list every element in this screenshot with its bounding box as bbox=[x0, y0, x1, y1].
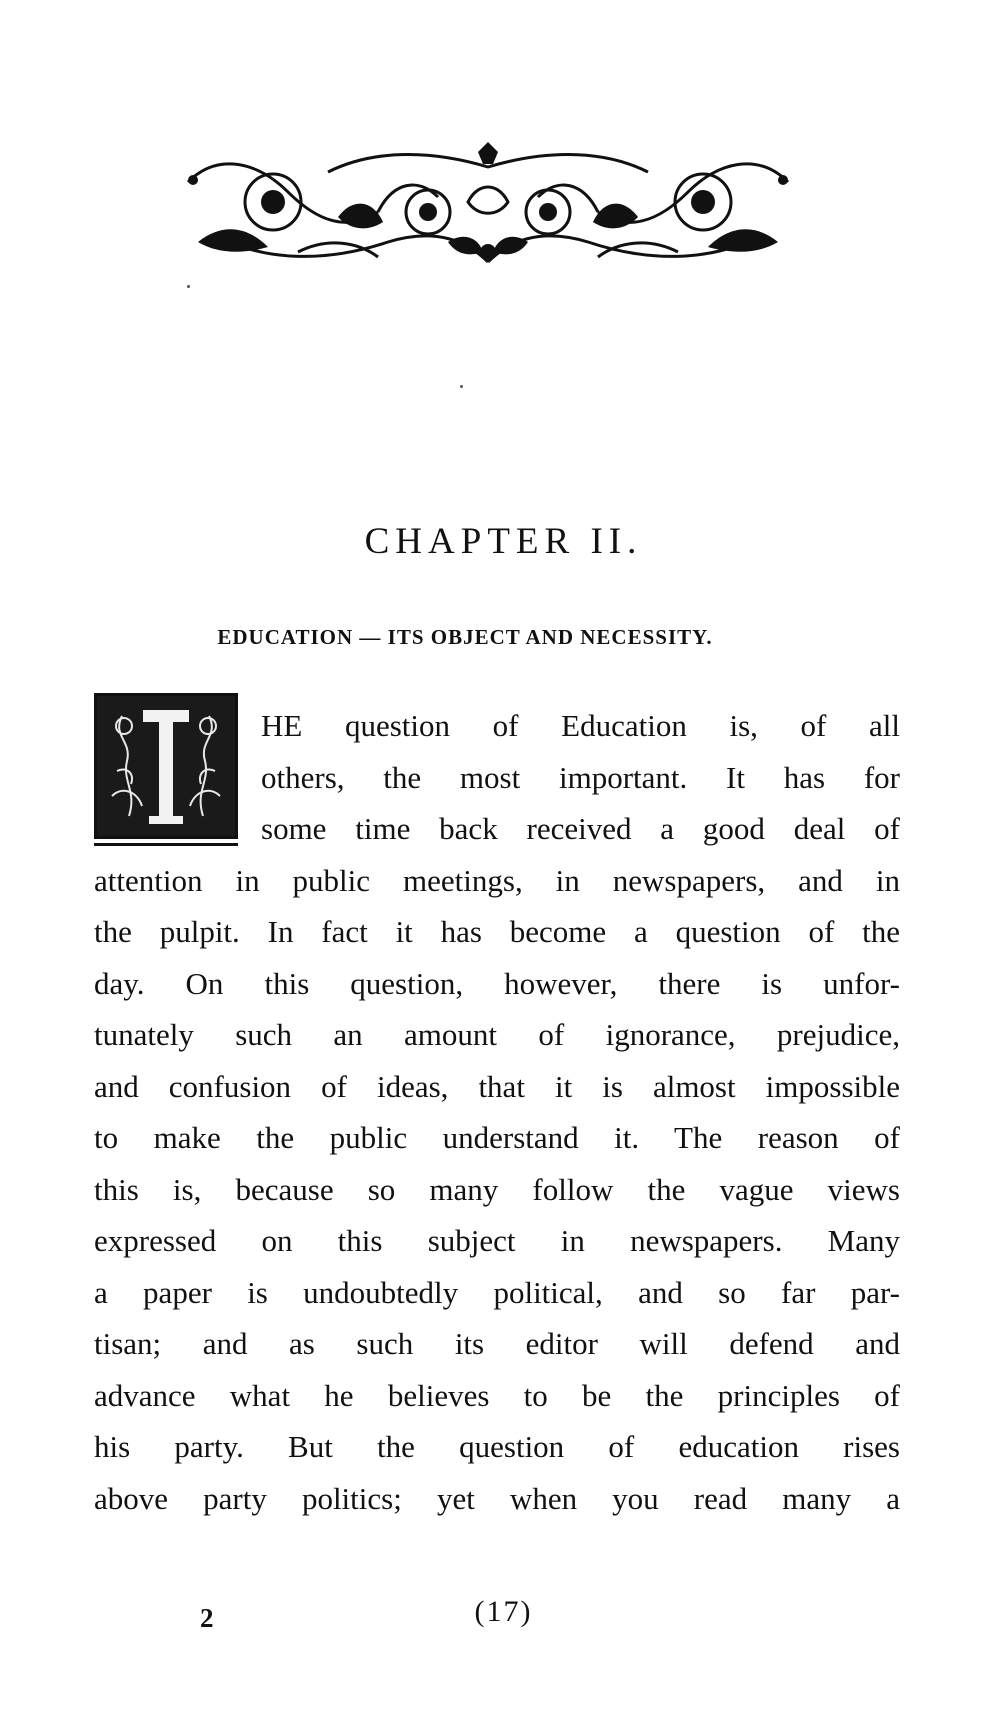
paragraph-line: and confusion of ideas, that it is almost impossible bbox=[94, 1068, 900, 1104]
paragraph-line: tisan; and as such its editor will defend and bbox=[94, 1326, 900, 1361]
decorated-initial bbox=[94, 693, 238, 839]
paragraph-line: attention in public meetings, in newspapers, and in bbox=[94, 862, 900, 898]
chapter-title: CHAPTER II. bbox=[364, 521, 643, 562]
paragraph-line: a paper is undoubtedly political, and so far par- bbox=[94, 1274, 900, 1310]
headpiece-ornament bbox=[178, 142, 798, 292]
paragraph-line: tunately such an amount of ignorance, prejudice, bbox=[94, 1017, 900, 1052]
decorated-initial-underline bbox=[94, 843, 238, 846]
paragraph-line: above party politics; yet when you read many a bbox=[94, 1480, 900, 1516]
paragraph-line: HE question of Education is, of all bbox=[261, 708, 900, 743]
svg-text:T: T bbox=[165, 826, 167, 827]
paragraph-line: expressed on this subject in newspapers. Many bbox=[94, 1223, 900, 1258]
paragraph-line: to make the public understand it. The reason of bbox=[94, 1120, 900, 1155]
decorated-initial-letter bbox=[97, 696, 235, 836]
paragraph-line: his party. But the question of education rises bbox=[94, 1429, 900, 1464]
paragraph-line: the pulpit. In fact it has become a question of the bbox=[94, 914, 900, 949]
page-number: (17) bbox=[474, 1595, 533, 1628]
paragraph-line: day. On this question, however, there is unfor- bbox=[94, 965, 900, 1001]
print-speck bbox=[187, 285, 190, 288]
paragraph-line: this is, because so many follow the vague views bbox=[94, 1171, 900, 1207]
signature-mark: 2 bbox=[200, 1603, 214, 1633]
chapter-subtitle: EDUCATION — ITS OBJECT AND NECESSITY. bbox=[217, 625, 713, 649]
paragraph-line: some time back received a good deal of bbox=[261, 811, 900, 846]
paragraph-line: others, the most important. It has for bbox=[261, 759, 900, 795]
print-speck bbox=[460, 385, 463, 388]
paragraph-line: advance what he believes to be the principles of bbox=[94, 1377, 900, 1413]
